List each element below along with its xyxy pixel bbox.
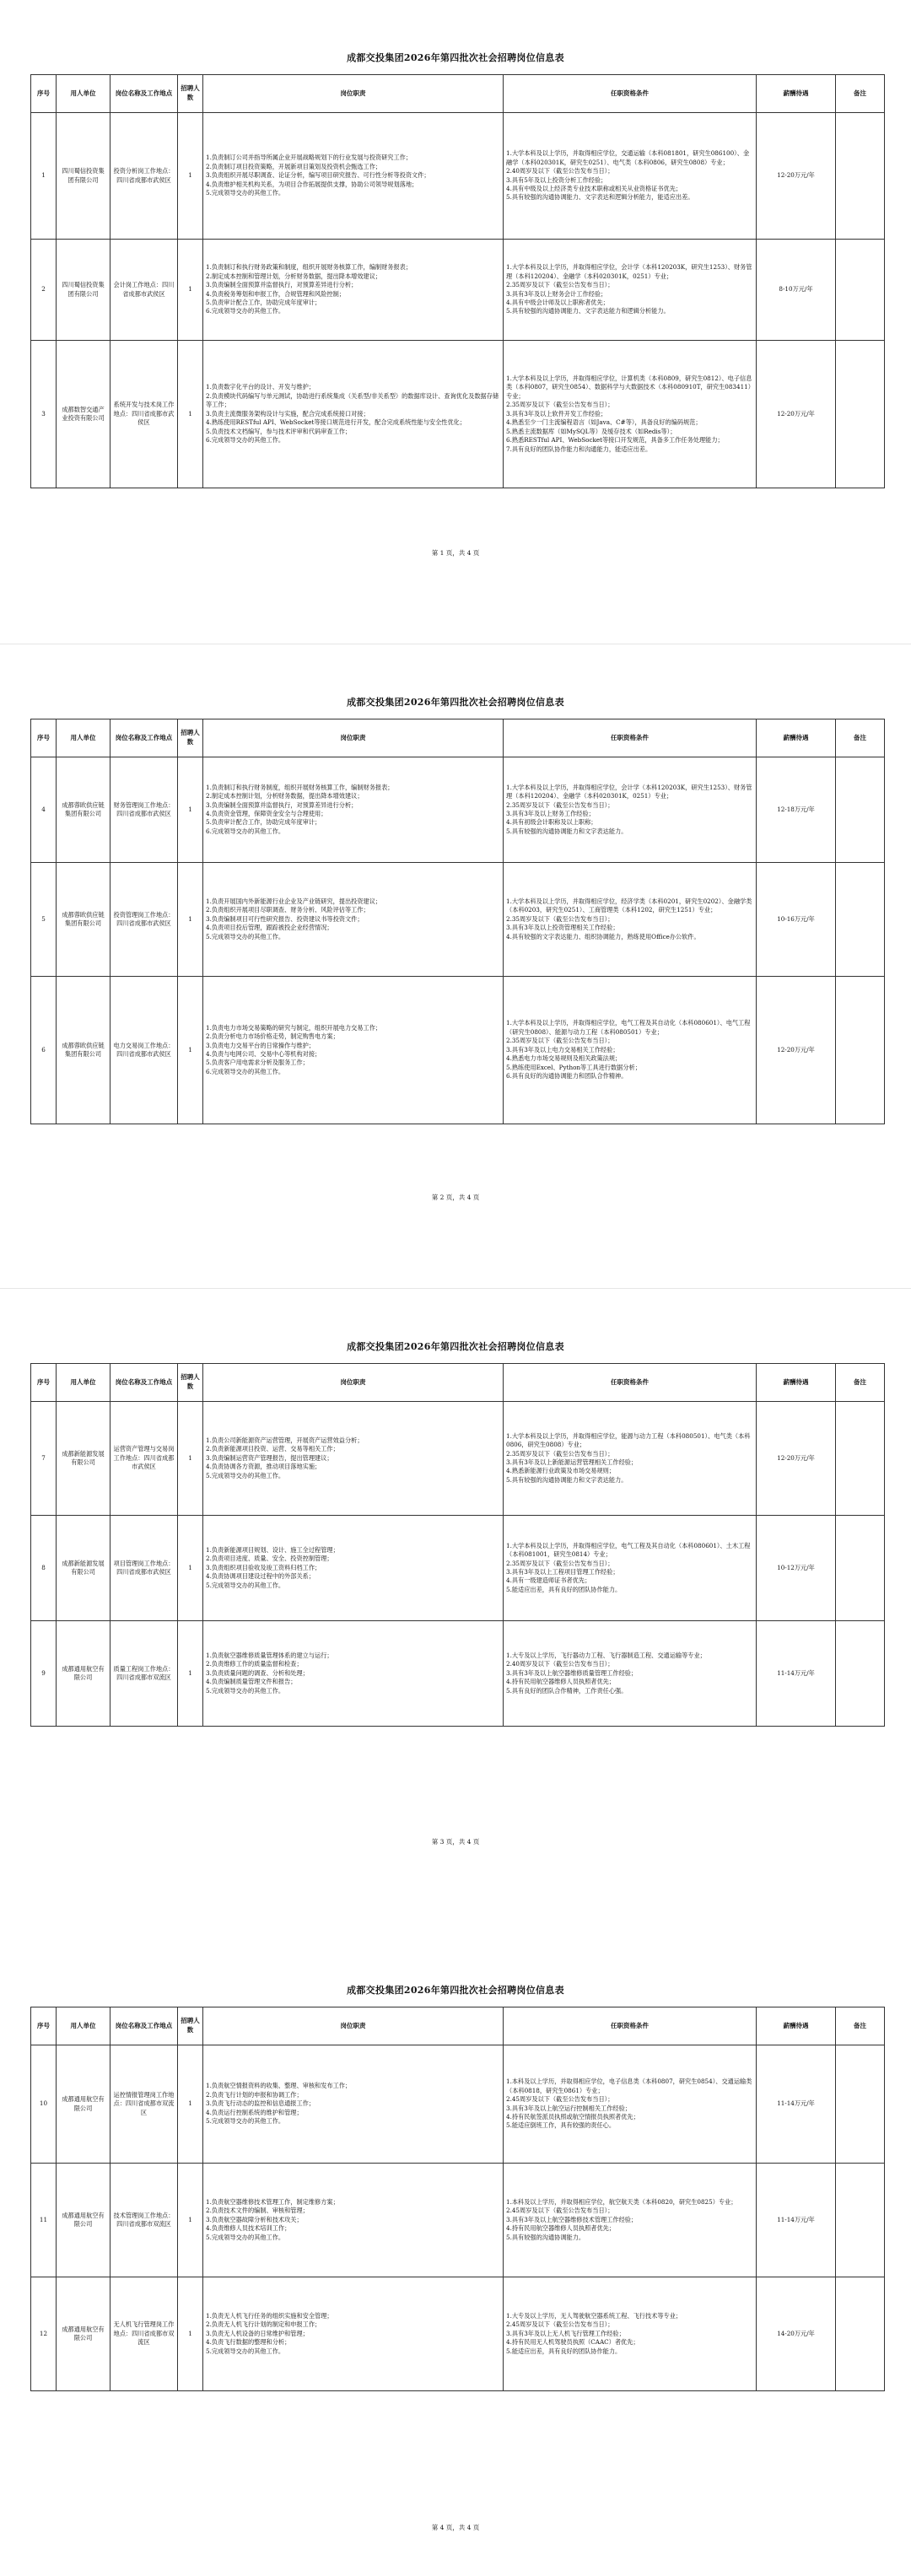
duty-line: 5.完成领导交办的其他工作。 xyxy=(206,932,285,940)
duty-line: 3.负责主流微服务架构设计与实施，配合完成系统接口对接； xyxy=(206,409,369,418)
requirement-line: 1.本科及以上学历，并取得相应学位，航空航天类（本科0820，研究生0825）专业； xyxy=(506,2197,737,2206)
job-table xyxy=(30,719,885,1124)
duty-line: 2.负责无人机飞行计划的制定和申报工作； xyxy=(206,2320,321,2329)
requirement-line: 5.具有较强的沟通协调能力、文字表达能力和逻辑分析能力。 xyxy=(506,307,670,315)
duty-line: 4.负责与电网公司、交易中心等机构对接； xyxy=(206,1050,321,1058)
duty-line: 3.负责编制项目可行性研究报告、投资建议书等投资文件； xyxy=(206,914,364,923)
cell-count: 1 xyxy=(178,113,203,240)
cell-salary: 12-20万元/年 xyxy=(757,341,836,488)
requirement-line: 1.大学本科及以上学历，并取得相应学位，会计学（本科120203K，研究生1253）、财务管理（本科120204）、金融学（本科020301K，0251）专业； xyxy=(506,783,752,800)
requirement-line: 5.能适应倒班工作，具有较强的责任心。 xyxy=(506,2121,616,2130)
requirement-line: 5.熟悉主流数据库（如MySQL等）及缓存技术（如Redis等）； xyxy=(506,427,677,435)
requirement-line: 6.熟悉RESTful API、WebSocket等接口开发规范，具备多工作任务处理能力； xyxy=(506,436,724,445)
requirement-line: 3.具有3年及以上投资管理相关工作经验； xyxy=(506,924,619,932)
header-count: 招聘人数 xyxy=(178,2007,203,2045)
requirement-line: 4.熟悉电力市场交易规则及相关政策法规； xyxy=(506,1054,622,1063)
page-footer: 第 1 页，共 4 页 xyxy=(431,549,480,557)
header-salary: 薪酬待遇 xyxy=(757,75,836,113)
duty-line: 5.负责审计配合工作，协助完成年度审计； xyxy=(206,818,321,827)
cell-salary: 12-20万元/年 xyxy=(757,977,836,1124)
requirement-line: 3.具有3年及以上财务工作经验； xyxy=(506,810,595,817)
page-footer: 第 2 页，共 4 页 xyxy=(431,1194,480,1201)
header-no: 序号 xyxy=(31,2007,57,2045)
header-unit: 用人单位 xyxy=(57,1364,111,1402)
table-row xyxy=(31,977,885,1124)
header-position: 岗位名称及工作地点 xyxy=(111,2007,178,2045)
cell-no: 7 xyxy=(31,1402,57,1516)
cell-salary: 11-14万元/年 xyxy=(757,1621,836,1727)
cell-duties xyxy=(203,977,504,1124)
table-row xyxy=(31,757,885,863)
table-row xyxy=(31,1516,885,1621)
duty-line: 6.完成领导交办的其他工作。 xyxy=(206,1067,285,1075)
duty-line: 5.完成领导交办的其他工作。 xyxy=(206,1471,285,1479)
requirement-line: 2.35周岁及以下（截至公告发布当日）； xyxy=(506,800,614,809)
duty-line: 5.完成领导交办的其他工作。 xyxy=(206,2233,285,2241)
cell-no: 1 xyxy=(31,113,57,240)
cell-count: 1 xyxy=(178,863,203,977)
cell-count: 1 xyxy=(178,341,203,488)
requirement-line: 4.具有较强的文字表达能力、组织协调能力，熟练使用Office办公软件。 xyxy=(506,932,700,940)
duty-line: 1.负责航空器维修质量管理体系的建立与运行； xyxy=(206,1651,333,1659)
cell-note xyxy=(836,863,885,977)
cell-unit: 成都通用航空有限公司 xyxy=(57,2164,111,2277)
cell-salary: 14-20万元/年 xyxy=(757,2277,836,2391)
cell-duties xyxy=(203,757,504,863)
job-table xyxy=(30,2007,885,2391)
table-row xyxy=(31,113,885,240)
cell-no: 8 xyxy=(31,1516,57,1621)
duty-line: 3.负责航空器故障分析和技术攻关； xyxy=(206,2215,303,2223)
header-note: 备注 xyxy=(836,2007,885,2045)
cell-position: 运控情报管理岗工作地点：四川省成都市双流区 xyxy=(111,2045,178,2164)
requirement-line: 2.45周岁及以下（截至公告发布当日）； xyxy=(506,2320,614,2329)
header-note: 备注 xyxy=(836,75,885,113)
cell-note xyxy=(836,1402,885,1516)
cell-no: 2 xyxy=(31,240,57,341)
header-position: 岗位名称及工作地点 xyxy=(111,1364,178,1402)
requirement-line: 3.具有3年及以上财务会计工作经验； xyxy=(506,289,607,298)
requirement-line: 4.持有民用无人机驾驶员执照（CAAC）者优先； xyxy=(506,2338,639,2347)
cell-unit: 成都新能源发展有限公司 xyxy=(57,1402,111,1516)
duty-line: 4.负责飞行数据的整理和分析； xyxy=(206,2338,291,2347)
cell-unit: 成都通用航空有限公司 xyxy=(57,1621,111,1727)
cell-duties xyxy=(203,1402,504,1516)
cell-requirements xyxy=(504,240,757,341)
cell-count: 1 xyxy=(178,240,203,341)
table-row xyxy=(31,2277,885,2391)
requirement-line: 1.大学本科及以上学历，并取得相应学位，交通运输（本科081801，研究生086100）、金融学（本科020301K，研究生0251）、电气类（本科0806，研究生0808）专业； xyxy=(506,149,750,166)
header-requirements: 任职资格条件 xyxy=(504,2007,757,2045)
requirement-line: 3.具有3年及以上无人机飞行管理工作经验； xyxy=(506,2329,625,2337)
cell-count: 1 xyxy=(178,1621,203,1727)
duty-line: 3.负责质量问题的调查、分析和处理； xyxy=(206,1668,309,1677)
requirement-line: 6.具有良好的沟通协调能力和团队合作精神。 xyxy=(506,1072,628,1081)
cell-count: 1 xyxy=(178,757,203,863)
table-row xyxy=(31,863,885,977)
duty-line: 3.负责电力交易平台的日常操作与维护； xyxy=(206,1041,315,1049)
cell-duties xyxy=(203,240,504,341)
duty-line: 5.负责技术文档编写，参与技术评审和代码审查工作； xyxy=(206,427,352,435)
requirement-line: 2.35周岁及以下（截至公告发布当日）； xyxy=(506,1037,614,1045)
duty-line: 4.熟练使用RESTful API、WebSocket等接口规范进行开发，配合完成系统性能与安全性优化； xyxy=(206,418,466,427)
header-row xyxy=(31,1364,885,1402)
requirement-line: 4.熟悉至少一门主流编程语言（如Java、C#等），具备良好的编码规范； xyxy=(506,418,702,427)
duty-line: 1.负责开展国内外新能源行业企业及产业链研究，提出投资建议； xyxy=(206,897,382,905)
header-row xyxy=(31,2007,885,2045)
page-3 xyxy=(0,1289,911,1932)
duty-line: 2.负责新能源项目投资、运营、交易等相关工作； xyxy=(206,1445,339,1453)
requirement-line: 1.大学本科及以上学历，并取得相应学位，电气工程及其自动化（本科080601）、土木工程（本科081001，研究生0814）专业； xyxy=(506,1541,751,1559)
duty-line: 1.负责数字化平台的设计、开发与维护； xyxy=(206,383,315,391)
cell-requirements xyxy=(504,2164,757,2277)
requirement-line: 2.35周岁及以下（截至公告发布当日）； xyxy=(506,914,614,923)
duty-line: 2.负责项目进度、质量、安全、投资控制管理； xyxy=(206,1555,333,1563)
requirement-line: 3.具有3年及以上软件开发工作经验； xyxy=(506,409,607,418)
requirement-line: 4.持有民航签派员执照或航空情报员执照者优先； xyxy=(506,2112,639,2121)
cell-unit: 四川蜀信投资集团有限公司 xyxy=(57,240,111,341)
cell-requirements xyxy=(504,757,757,863)
cell-salary: 10-12万元/年 xyxy=(757,1516,836,1621)
header-count: 招聘人数 xyxy=(178,1364,203,1402)
requirement-line: 2.45周岁及以下（截至公告发布当日）； xyxy=(506,2095,614,2104)
requirement-line: 2.35周岁及以下（截至公告发布当日）； xyxy=(506,1449,614,1458)
duty-line: 1.负责制订和执行财务制度，组织开展财务核算工作，编制财务报表； xyxy=(206,783,394,791)
duty-line: 6.完成领导交办的其他工作。 xyxy=(206,436,285,445)
duty-line: 3.负责无人机设备的日常维护和管理； xyxy=(206,2329,309,2337)
cell-position: 会计岗工作地点：四川省成都市武侯区 xyxy=(111,240,178,341)
job-table xyxy=(30,74,885,488)
duty-line: 1.负责公司新能源资产运营管理，开展资产运营效益分析； xyxy=(206,1436,364,1444)
requirement-line: 3.具有3年及以上电力交易相关工作经验； xyxy=(506,1045,619,1054)
header-no: 序号 xyxy=(31,1364,57,1402)
cell-position: 运营资产管理与交易岗工作地点：四川省成都市武侯区 xyxy=(111,1402,178,1516)
cell-requirements xyxy=(504,977,757,1124)
cell-salary: 8-10万元/年 xyxy=(757,240,836,341)
cell-no: 11 xyxy=(31,2164,57,2277)
cell-position: 质量工程岗工作地点：四川省成都市双流区 xyxy=(111,1621,178,1727)
cell-unit: 成都数智交通产业投资有限公司 xyxy=(57,341,111,488)
cell-position: 无人机飞行管理岗工作地点：四川省成都市双流区 xyxy=(111,2277,178,2391)
duty-line: 2.负责组织开展项目尽职调查、财务分析、风险评估等工作； xyxy=(206,906,369,914)
cell-requirements xyxy=(504,863,757,977)
duty-line: 2.负责技术文件的编制、审核和管理； xyxy=(206,2207,309,2215)
header-requirements: 任职资格条件 xyxy=(504,1364,757,1402)
cell-salary: 12-20万元/年 xyxy=(757,113,836,240)
cell-unit: 成都通用航空有限公司 xyxy=(57,2277,111,2391)
page-title: 成都交投集团2026年第四批次社会招聘岗位信息表 xyxy=(347,1985,564,1996)
requirement-line: 1.大专及以上学历，飞行器动力工程、飞行器制造工程、交通运输等专业； xyxy=(506,1651,706,1659)
requirement-line: 2.35周岁及以下（截至公告发布当日）； xyxy=(506,1559,614,1567)
cell-unit: 成都通用航空有限公司 xyxy=(57,2045,111,2164)
header-requirements: 任职资格条件 xyxy=(504,75,757,113)
cell-duties xyxy=(203,1516,504,1621)
cell-duties xyxy=(203,1621,504,1727)
header-row xyxy=(31,75,885,113)
cell-requirements xyxy=(504,2277,757,2391)
cell-unit: 成都蓉欧供应链集团有限公司 xyxy=(57,863,111,977)
cell-count: 1 xyxy=(178,2045,203,2164)
duty-line: 2.制定成本控制计划，分析财务数据，提出降本增效建议； xyxy=(206,792,364,800)
cell-requirements xyxy=(504,1402,757,1516)
requirement-line: 4.具有初级会计职称及以上职称； xyxy=(506,818,597,827)
duty-line: 1.负责制订和执行财务政策和制度，组织开展财务核算工作，编制财务报表； xyxy=(206,263,412,272)
requirement-line: 2.40周岁及以下（截至公告发布当日）； xyxy=(506,167,614,175)
cell-duties xyxy=(203,2164,504,2277)
duty-line: 1.负责无人机飞行任务的组织实施和安全管理； xyxy=(206,2311,333,2320)
cell-note xyxy=(836,240,885,341)
requirement-line: 1.大学本科及以上学历，并取得相应学位，计算机类（本科0809，研究生0812）、电子信息类（本科0807，研究生0854）、数据科学与大数据技术（本科080910T，研究生083411）专业； xyxy=(506,375,752,400)
requirement-line: 3.具有3年及以上航空器维修质量管理工作经验； xyxy=(506,1668,638,1677)
cell-note xyxy=(836,2164,885,2277)
duty-line: 5.完成领导交办的其他工作。 xyxy=(206,2347,285,2355)
header-unit: 用人单位 xyxy=(57,75,111,113)
duty-line: 5.完成领导交办的其他工作。 xyxy=(206,1686,285,1695)
duty-line: 5.负责审计配合工作，协助完成年度审计； xyxy=(206,298,321,306)
cell-salary: 12-20万元/年 xyxy=(757,1402,836,1516)
duty-line: 4.负责运行控制系统的维护和管理； xyxy=(206,2108,303,2116)
requirement-line: 4.具有一级建造师证书者优先； xyxy=(506,1576,591,1585)
header-no: 序号 xyxy=(31,75,57,113)
duty-line: 6.完成领导交办的其他工作。 xyxy=(206,827,285,835)
page-title: 成都交投集团2026年第四批次社会招聘岗位信息表 xyxy=(347,697,564,708)
header-duties: 岗位职责 xyxy=(203,2007,504,2045)
duty-line: 4.负责资金管理，保障资金安全与合理使用； xyxy=(206,810,327,817)
table-row xyxy=(31,2164,885,2277)
cell-salary: 11-14万元/年 xyxy=(757,2164,836,2277)
requirement-line: 4.持有民用航空器维修人员执照者优先； xyxy=(506,1678,616,1686)
duty-line: 1.负责新能源项目规划、设计、施工全过程管理； xyxy=(206,1545,339,1554)
cell-no: 12 xyxy=(31,2277,57,2391)
cell-unit: 成都蓉欧供应链集团有限公司 xyxy=(57,977,111,1124)
duty-line: 1.负责电力市场交易策略的研究与制定，组织开展电力交易工作； xyxy=(206,1023,382,1032)
requirement-line: 5.熟练使用Excel、Python等工具进行数据分析； xyxy=(506,1063,641,1071)
cell-unit: 成都蓉欧供应链集团有限公司 xyxy=(57,757,111,863)
cell-count: 1 xyxy=(178,2277,203,2391)
table-row xyxy=(31,1402,885,1516)
cell-salary: 10-16万元/年 xyxy=(757,863,836,977)
header-count: 招聘人数 xyxy=(178,75,203,113)
cell-note xyxy=(836,341,885,488)
requirement-line: 4.具有中级及以上经济类专业技术职称或相关从业资格证书优先； xyxy=(506,184,682,192)
header-duties: 岗位职责 xyxy=(203,75,504,113)
cell-position: 投资管理岗工作地点：四川省成都市武侯区 xyxy=(111,863,178,977)
cell-requirements xyxy=(504,113,757,240)
requirement-line: 4.具有中级会计师及以上职称者优先； xyxy=(506,298,609,306)
cell-requirements xyxy=(504,1621,757,1727)
requirement-line: 1.大学本科及以上学历，并取得相应学位，能源与动力工程（本科080501）、电气类（本科0806，研究生0808）专业； xyxy=(506,1431,751,1449)
requirement-line: 3.具有3年及以上新能源运营管理相关工作经验； xyxy=(506,1458,638,1466)
cell-note xyxy=(836,2045,885,2164)
header-salary: 薪酬待遇 xyxy=(757,719,836,757)
requirement-line: 2.35周岁及以下（截至公告发布当日）； xyxy=(506,281,614,289)
duty-line: 2.负责维修工作的质量监督和检查； xyxy=(206,1660,303,1668)
cell-requirements xyxy=(504,341,757,488)
cell-position: 系统开发与技术岗工作地点：四川省成都市武侯区 xyxy=(111,341,178,488)
duty-line: 1.负责航空情报资料的收集、整理、审核和发布工作； xyxy=(206,2082,352,2090)
header-note: 备注 xyxy=(836,1364,885,1402)
requirement-line: 4.持有民用航空器维修人员执照者优先； xyxy=(506,2224,616,2233)
header-position: 岗位名称及工作地点 xyxy=(111,719,178,757)
requirement-line: 1.大学本科及以上学历，并取得相应学位，会计学（本科120203K，研究生1253）、财务管理（本科120204）、金融学（本科020301K，0251）专业； xyxy=(506,263,752,280)
cell-no: 9 xyxy=(31,1621,57,1727)
duty-line: 2.负责飞行计划的申报和协调工作； xyxy=(206,2090,303,2099)
duty-line: 1.负责航空器维修技术管理工作，制定维修方案； xyxy=(206,2197,339,2206)
duty-line: 6.完成领导交办的其他工作。 xyxy=(206,307,285,315)
requirement-line: 1.大专及以上学历，无人驾驶航空器系统工程、飞行技术等专业； xyxy=(506,2311,682,2320)
header-row xyxy=(31,719,885,757)
duty-line: 2.负责模块代码编写与单元测试，协助进行系统集成（关系型/非关系型）的数据库设计、查询优化及数据存储等工作； xyxy=(206,391,499,409)
table-row xyxy=(31,2045,885,2164)
requirement-line: 2.40周岁及以下（截至公告发布当日）； xyxy=(506,1660,614,1668)
page-2 xyxy=(0,644,911,1288)
duty-line: 3.负责编制全面预算并监督执行，对预算差异进行分析； xyxy=(206,800,358,809)
duty-line: 3.负责组织开展尽职调查、论证分析，编写项目研究报告、可行性分析等投资文件； xyxy=(206,171,430,180)
cell-no: 6 xyxy=(31,977,57,1124)
cell-unit: 成都新能源发展有限公司 xyxy=(57,1516,111,1621)
duty-line: 3.负责编制全面预算并监督执行，对预算差异进行分析； xyxy=(206,281,358,289)
duty-line: 2.制定成本控制和管理计划，分析财务数据，提出降本增效建议； xyxy=(206,272,382,280)
cell-count: 1 xyxy=(178,1402,203,1516)
requirement-line: 5.具有较强的沟通协调能力。 xyxy=(506,2233,585,2241)
cell-count: 1 xyxy=(178,2164,203,2277)
header-position: 岗位名称及工作地点 xyxy=(111,75,178,113)
header-requirements: 任职资格条件 xyxy=(504,719,757,757)
page-title: 成都交投集团2026年第四批次社会招聘岗位信息表 xyxy=(347,52,564,63)
cell-requirements xyxy=(504,2045,757,2164)
header-salary: 薪酬待遇 xyxy=(757,1364,836,1402)
header-unit: 用人单位 xyxy=(57,719,111,757)
duty-line: 2.负责制订项目投资策略，开展新项目策划及投资机会甄选工作； xyxy=(206,162,382,170)
requirement-line: 4.熟悉新能源行业政策及市场交易规则； xyxy=(506,1467,616,1475)
header-note: 备注 xyxy=(836,719,885,757)
duty-line: 4.负责协调各方资源，推动项目落地实施； xyxy=(206,1463,321,1471)
cell-salary: 12-18万元/年 xyxy=(757,757,836,863)
duty-line: 4.负责协调项目建设过程中的外部关系； xyxy=(206,1572,315,1581)
header-duties: 岗位职责 xyxy=(203,719,504,757)
cell-unit: 四川蜀信投资集团有限公司 xyxy=(57,113,111,240)
cell-duties xyxy=(203,113,504,240)
cell-note xyxy=(836,1516,885,1621)
requirement-line: 2.45周岁及以下（截至公告发布当日）； xyxy=(506,2207,614,2215)
duty-line: 3.负责飞行动态的监控和信息通报工作； xyxy=(206,2099,315,2108)
header-no: 序号 xyxy=(31,719,57,757)
cell-requirements xyxy=(504,1516,757,1621)
cell-count: 1 xyxy=(178,977,203,1124)
header-unit: 用人单位 xyxy=(57,2007,111,2045)
page-footer: 第 4 页，共 4 页 xyxy=(431,2524,480,2531)
duty-line: 5.完成领导交办的其他工作。 xyxy=(206,2117,285,2126)
page-title: 成都交投集团2026年第四批次社会招聘岗位信息表 xyxy=(347,1341,564,1352)
page-1 xyxy=(0,0,911,644)
requirement-line: 5.具有较强的沟通协调能力和文字表达能力。 xyxy=(506,1475,628,1484)
duty-line: 4.负责维修人员技术培训工作； xyxy=(206,2224,291,2233)
duty-line: 4.负责编制质量管理文件和报告； xyxy=(206,1678,297,1686)
table-row xyxy=(31,240,885,341)
job-table xyxy=(30,1363,885,1727)
cell-position: 财务管理岗工作地点：四川省成都市武侯区 xyxy=(111,757,178,863)
requirement-line: 5.具有较强的沟通协调能力、文字表达和逻辑分析能力，能适应出差。 xyxy=(506,193,694,202)
cell-duties xyxy=(203,2277,504,2391)
cell-position: 电力交易岗工作地点：四川省成都市武侯区 xyxy=(111,977,178,1124)
header-salary: 薪酬待遇 xyxy=(757,2007,836,2045)
cell-duties xyxy=(203,341,504,488)
duty-line: 5.完成领导交办的其他工作。 xyxy=(206,189,285,197)
cell-no: 3 xyxy=(31,341,57,488)
duty-line: 5.完成领导交办的其他工作。 xyxy=(206,1581,285,1589)
cell-note xyxy=(836,757,885,863)
requirement-line: 3.具有3年及以上航空运行控制相关工作经验； xyxy=(506,2104,631,2112)
duty-line: 5.负责客户用电需求分析及服务工作； xyxy=(206,1059,309,1067)
requirement-line: 5.具有良好的团队合作精神，工作责任心强。 xyxy=(506,1686,628,1695)
cell-no: 5 xyxy=(31,863,57,977)
cell-position: 项目管理岗工作地点：四川省成都市武侯区 xyxy=(111,1516,178,1621)
duty-line: 2.负责分析电力市场价格走势，制定购售电方案； xyxy=(206,1032,339,1041)
cell-note xyxy=(836,113,885,240)
requirement-line: 7.具有良好的团队协作能力和沟通能力，能适应出差。 xyxy=(506,445,652,453)
requirement-line: 5.能适应出差，具有良好的团队协作能力。 xyxy=(506,1585,622,1593)
header-count: 招聘人数 xyxy=(178,719,203,757)
header-duties: 岗位职责 xyxy=(203,1364,504,1402)
requirement-line: 3.具有5年及以上投资分析工作经验； xyxy=(506,175,607,184)
requirement-line: 5.能适应出差，具有良好的团队协作能力。 xyxy=(506,2347,622,2355)
cell-note xyxy=(836,2277,885,2391)
cell-note xyxy=(836,1621,885,1727)
page-4 xyxy=(0,1932,911,2576)
cell-no: 4 xyxy=(31,757,57,863)
requirement-line: 2.35周岁及以下（截至公告发布当日）； xyxy=(506,401,614,409)
table-row xyxy=(31,1621,885,1727)
requirement-line: 1.大学本科及以上学历，并取得相应学位，经济学类（本科0201，研究生0202）、金融学类（本科0203，研究生0251）、工商管理类（本科1202，研究生1251）专业； xyxy=(506,897,752,914)
duty-line: 3.负责组织项目验收及竣工资料归档工作； xyxy=(206,1563,321,1571)
requirement-line: 1.大学本科及以上学历，并取得相应学位，电气工程及其自动化（本科080601）、电气工程（研究生0808）、能源与动力工程（本科080501）专业； xyxy=(506,1019,751,1036)
table-row xyxy=(31,341,885,488)
requirement-line: 5.具有较强的沟通协调能力和文字表达能力。 xyxy=(506,827,628,835)
cell-no: 10 xyxy=(31,2045,57,2164)
requirement-line: 3.具有3年及以上工程项目管理工作经验； xyxy=(506,1568,619,1576)
requirement-line: 3.具有3年及以上航空器维修技术管理工作经验； xyxy=(506,2215,638,2223)
page-footer: 第 3 页，共 4 页 xyxy=(431,1838,480,1846)
cell-position: 投资分析岗工作地点：四川省成都市武侯区 xyxy=(111,113,178,240)
duty-line: 4.负责项目投后管理，跟踪被投企业经营情况； xyxy=(206,924,333,932)
duty-line: 4.负责维护相关机构关系，为项目合作拓展提供支撑，协助公司领导规划落地； xyxy=(206,180,418,188)
duty-line: 4.负责税务筹划和申报工作，合规管理和风险控制； xyxy=(206,289,345,298)
cell-duties xyxy=(203,2045,504,2164)
cell-count: 1 xyxy=(178,1516,203,1621)
cell-position: 技术管理岗工作地点：四川省成都市双流区 xyxy=(111,2164,178,2277)
cell-duties xyxy=(203,863,504,977)
cell-note xyxy=(836,977,885,1124)
duty-line: 1.负责制订公司并指导所属企业开展战略规划下的行业发展与投资研究工作； xyxy=(206,154,412,162)
requirement-line: 1.本科及以上学历，并取得相应学位，电子信息类（本科0807，研究生0854）、交通运输类（本科0818，研究生0861）专业； xyxy=(506,2078,752,2094)
cell-salary: 11-14万元/年 xyxy=(757,2045,836,2164)
duty-line: 3.负责编制运营资产管理报告，提出管理建议； xyxy=(206,1453,333,1462)
